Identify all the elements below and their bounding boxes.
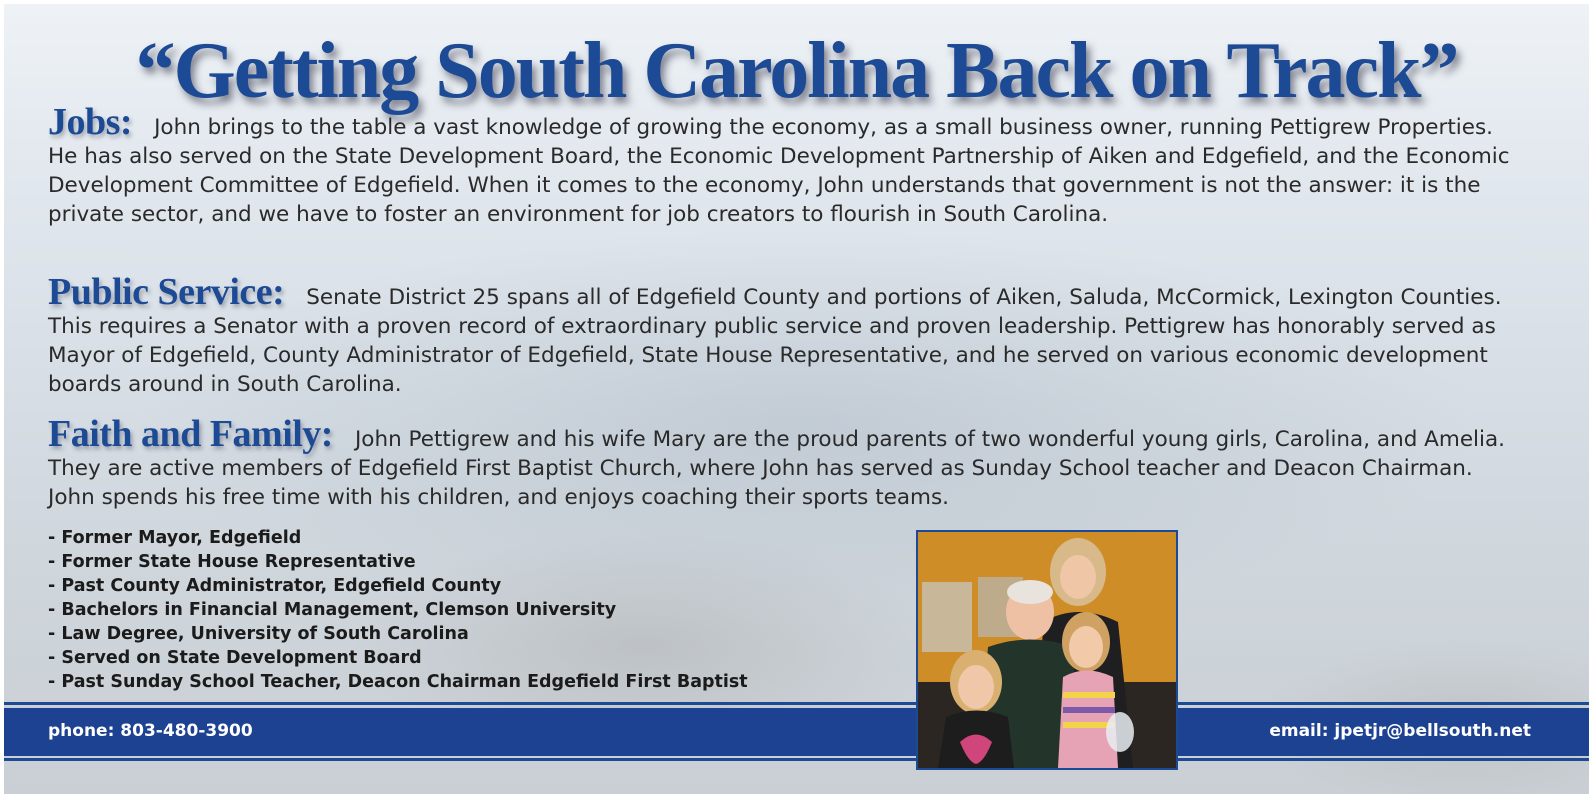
divider — [4, 758, 1589, 761]
section-heading: Jobs: — [48, 101, 133, 143]
phone-text: phone: 803-480-3900 — [48, 721, 253, 741]
section-faith-family — [48, 413, 1523, 512]
section-public-service — [48, 271, 1523, 399]
list-item: - Law Degree, University of South Carolina — [48, 624, 469, 644]
flyer-card — [4, 4, 1589, 794]
section-jobs — [48, 101, 1523, 229]
credentials-list — [48, 526, 748, 694]
list-item: - Former Mayor, Edgefield — [48, 528, 302, 548]
list-item: - Former State House Representative — [48, 552, 416, 572]
headline: “Getting South Carolina Back on Track” — [135, 27, 1458, 115]
family-photo — [916, 530, 1178, 770]
list-item: - Served on State Development Board — [48, 648, 422, 668]
section-body: Senate District 25 spans all of Edgefield County and portions of Aiken, Saluda, McCormick, Lexington Counties. This requires a Senator with a proven record of extraordinary public service and proven leadership. Pettigrew has honorably served as Mayor of Edgefield, County Administrator of Edgefield, State House Representative, and he served on various economic development boards around in South Carolina. — [48, 285, 1502, 397]
section-body: John brings to the table a vast knowledge of growing the economy, as a small business owner, running Pettigrew Properties. He has also served on the State Development Board, the Economic Development Partnership of Aiken and Edgefield, and the Economic Development Committee of Edgefield. When it comes to the economy, John understands that government is not the answer: it is the private sector, and we have to foster an environment for job creators to flourish in South Carolina. — [48, 115, 1510, 227]
section-heading: Faith and Family: — [48, 413, 333, 455]
family-photo-illustration — [918, 532, 1176, 768]
section-body: John Pettigrew and his wife Mary are the proud parents of two wonderful young girls, Carolina, and Amelia. They are active members of Edgefield First Baptist Church, where John has served as Sunday School teacher and Deacon Chairman. John spends his free time with his children, and enjoys coaching their sports teams. — [48, 427, 1506, 510]
list-item: - Past Sunday School Teacher, Deacon Chairman Edgefield First Baptist — [48, 672, 748, 692]
list-item: - Bachelors in Financial Management, Clemson University — [48, 600, 617, 620]
divider — [4, 702, 1589, 705]
section-heading: Public Service: — [48, 271, 285, 313]
email-text: email: jpetjr@bellsouth.net — [1269, 721, 1531, 741]
list-item: - Past County Administrator, Edgefield County — [48, 576, 502, 596]
